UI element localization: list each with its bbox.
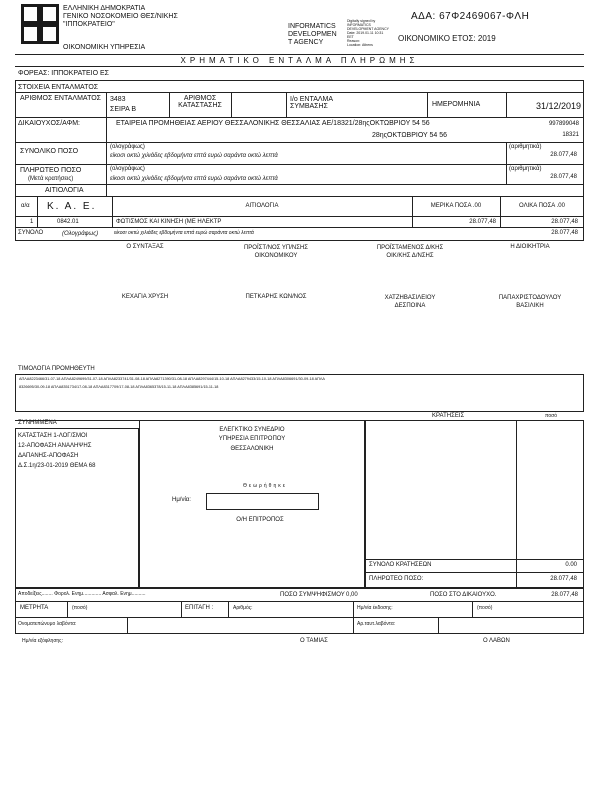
order-number-label: ΑΡΙΘΜΟΣ ΕΝΤΑΛΜΑΤΟΣ	[19, 95, 101, 102]
audit-city: ΘΕΣΣΑΛΟΝΙΚΗ	[230, 446, 274, 452]
signature-role-finance-head: ΠΡΟΪΣΤ/ΝΟΣ ΥΠ/ΝΣΗΣ ΟΙΚΟΝΟΜΙΚΟΥ	[243, 245, 309, 260]
row-reason: ΦΩΤΙΣΜΟΣ ΚΑΙ ΚΙΝΗΣΗ (ΜΕ ΗΛΕΚΤΡ	[116, 219, 222, 225]
row-kae: 0842.01	[57, 219, 79, 225]
payable-in-figures: 28.077,48	[550, 174, 577, 180]
total-amount-label: ΣΥΝΟΛΙΚΟ ΠΟΣΟ	[20, 148, 79, 155]
statement-number-label: ΑΡΙΘΜΟΣ ΚΑΤΑΣΤΑΣΗΣ	[178, 95, 222, 109]
attachment-line: 12-ΑΠΟΦΑΣΗ ΑΝΑΛΗΨΗΣ	[18, 443, 92, 449]
row-aa: 1	[30, 219, 34, 225]
fiscal-year: ΟΙΚΟΝΟΜΙΚΟ ΕΤΟΣ: 2019	[398, 34, 496, 43]
audit-court: ΕΛΕΓΚΤΙΚΟ ΣΥΝΕΔΡΙΟ	[219, 427, 285, 433]
total-in-words: είκοσι οκτώ χιλιάδες εβδομήντα επτά ευρώ σαράντα οκτώ λεπτά	[110, 153, 278, 159]
attachments-label: ΣΥΝΗΜΜΕΝΑ	[18, 420, 57, 426]
offset-amount-value: 0,00	[346, 592, 358, 598]
payable-in-words-label: (ολογράφως)	[110, 166, 145, 172]
beneficiary-value: ΕΤΑΙΡΕΙΑ ΠΡΟΜΗΘΕΙΑΣ ΑΕΡΙΟΥ ΘΕΣΣΑΛΟΝΙΚΗΣ ΘΕΣΣΑΛΙΑΣ ΑΕ/18321/28ηςΟΚΤΩΒΡΙΟΥ 54 56	[116, 120, 430, 127]
signature-line: Reason:	[347, 39, 361, 44]
signature-name-governor: ΠΑΠΑΧΡΙΣΤΟΔΟΥΛΟΥ ΒΑΣΙΛΙΚΗ	[498, 295, 562, 310]
attachments-box	[15, 428, 139, 588]
sum-words-label: (Ολογράφως)	[62, 231, 99, 237]
payable-amount-label: ΠΛΗΡΩΤΕΟ ΠΟΣΟ	[20, 167, 82, 174]
total-in-words-label: (ολογράφως)	[110, 144, 145, 150]
receiver-label: Ο ΛΑΒΩΝ	[483, 638, 510, 644]
digital-signer-line-3: T AGENCY	[288, 39, 324, 46]
cross-logo-icon	[21, 4, 59, 44]
date-value: 31/12/2019	[535, 101, 581, 111]
audit-date-field[interactable]	[206, 493, 319, 510]
deductions-total-label: ΣΥΝΟΛΟ ΚΡΑΤΗΣΕΩΝ	[369, 562, 432, 568]
order-section-label: ΣΤΟΙΧΕΙΑ ΕΝΤΑΛΜΑΤΟΣ	[18, 84, 99, 91]
signature-role-governor: Η ΔΙΟΙΚΗΤΡΙΑ	[510, 244, 550, 250]
cheque-amount-label: (ποσό)	[477, 605, 493, 611]
net-payable-label: ΠΛΗΡΩΤΕΟ ΠΟΣΟ:	[369, 576, 424, 582]
offset-amount-label: ΠΟΣΟ ΣΥΜΨΗΦΙΣΜΟΥ	[280, 592, 345, 598]
row-total: 28.077,48	[551, 219, 578, 225]
signature-name-finance-head: ΠΕΤΚΑΡΗΣ ΚΩΝ/ΝΟΣ	[245, 294, 307, 300]
deductions-total-value: 0.00	[565, 562, 577, 568]
col-header-reason: ΑΙΤΙΟΛΟΓΙΑ	[245, 203, 279, 209]
order-number-value: 3483	[110, 96, 126, 103]
invoices-label: ΤΙΜΟΛΟΓΙΑ ΠΡΟΜΗΘΕΥΤΗ	[18, 366, 95, 372]
deductions-amount-label: ποσό	[545, 413, 558, 419]
signature-line: Date: 2019.01.11 10:31	[347, 31, 384, 36]
audit-date-label: Ημ/νία:	[172, 497, 191, 503]
sum-in-words: είκοσι οκτώ χιλιάδες εβδομήντα επτά ευρώ σαράντα οκτώ λεπτά	[114, 230, 254, 236]
invoices-list-line-1: ΑΠΛΑ8223466/31-07-18 ΑΠΛΑ8249699/31-07-18 ΑΠΛΑ8233741/31-08-18 ΑΠΛΑ8271390/31-08-18 ΑΠΛΑ8297444/15-10-18 ΑΠΛΑ8279433/15-10-18 ΑΠΛΑ8306691/30-09-18 ΑΠΛΑ	[19, 377, 325, 381]
attachment-line: Δ.Σ.1η/23-01-2019 ΘΕΜΑ 68	[18, 463, 96, 469]
attachment-line: ΔΑΠΑΝΗΣ-ΑΠΟΦΑΣΗ	[18, 453, 79, 459]
beneficiary-label: ΔΙΚΑΙΟΥΧΟΣ/ΑΦΜ:	[18, 120, 81, 127]
deductions-label: ΚΡΑΤΗΣΕΙΣ	[432, 413, 465, 419]
org-service: ΟΙΚΟΝΟΜΙΚΗ ΥΠΗΡΕΣΙΑ	[63, 44, 146, 51]
net-payable-value: 28.077,48	[550, 576, 577, 582]
signature-role-drafter: Ο ΣΥΝΤΑΞΑΣ	[126, 244, 164, 250]
order-series-value: ΣΕΙΡΑ Β	[110, 106, 136, 113]
audit-approved: Θεωρήθηκε	[243, 483, 287, 489]
issue-date-label: Ημ/νία έκδοσης:	[357, 605, 393, 611]
cheque-number-label: Αριθμός:	[233, 605, 253, 611]
digital-signer-line-2: DEVELOPMEN	[288, 31, 337, 38]
cash-amount-label: (ποσό)	[72, 605, 88, 611]
beneficiary-amount-value: 28.077,48	[551, 592, 578, 598]
signature-name-financial-director: ΧΑΤΖΗΒΑΣΙΛΕΙΟΥ ΔΕΣΠΟΙΝΑ	[384, 295, 436, 310]
digital-signer-line-1: INFORMATICS	[288, 23, 336, 30]
signature-line: EET	[347, 35, 354, 40]
signature-line: DEVELOPMENT AGENCY	[347, 27, 389, 32]
signature-name-drafter: ΚΕΧΑΓΙΑ ΧΡΥΣΗ	[121, 294, 169, 300]
receiver-name-label: Ονοματεπώνυμο λαβόντα:	[18, 621, 77, 627]
org-line-1: ΕΛΛΗΝΙΚΗ ΔΗΜΟΚΡΑΤΙΑ	[63, 5, 146, 12]
document-title: ΧΡΗΜΑΤΙΚΟ ΕΝΤΑΛΜΑ ΠΛΗΡΩΜΗΣ	[180, 56, 419, 65]
org-line-2: ΓΕΝΙΚΟ ΝΟΣΟΚΟΜΕΙΟ ΘΕΣ/ΝΙΚΗΣ	[63, 13, 178, 20]
payable-in-figures-label: (αριθμητικά)	[509, 166, 542, 172]
col-header-total: ΟΛΙΚΑ ΠΟΣΑ .00	[519, 203, 565, 209]
beneficiary-afm: 997899048	[548, 121, 579, 127]
reason-label: ΑΙΤΙΟΛΟΓΙΑ	[45, 187, 84, 194]
row-partial: 28.077,48	[469, 219, 496, 225]
cheque-label: ΕΠΙΤΑΓΗ :	[185, 605, 214, 611]
signature-role-financial-director: ΠΡΟΪΣΤΑΜΕΝΟΣ Δ/ΚΗΣ ΟΙΚ/ΚΗΣ Δ/ΝΣΗΣ	[376, 245, 444, 260]
sum-in-figures: 28.077,48	[551, 230, 578, 236]
agency: ΦΟΡΕΑΣ: ΙΠΠΟΚΡΑΤΕΙΟ ΕΣ	[18, 70, 109, 77]
beneficiary-address: 28ηςΟΚΤΩΒΡΙΟΥ 54 56	[372, 132, 448, 139]
signature-line: Location: Athens	[347, 43, 373, 48]
payment-date-label: Ημ/νία εξόφλησης:	[22, 638, 63, 644]
contract-order-label: Ι/ο ΕΝΤΑΛΜΑ ΣΥΜΒΑΣΗΣ	[290, 96, 333, 110]
payable-after-deductions-label: (Μετά κρατήσεις)	[28, 176, 74, 182]
beneficiary-amount-label: ΠΟΣΟ ΣΤΟ ΔΙΚΑΙΟΥΧΟ.	[430, 592, 497, 598]
cash-label: ΜΕΤΡΗΤΑ	[20, 605, 49, 611]
cashier-label: Ο ΤΑΜΙΑΣ	[300, 638, 328, 644]
receiver-id-label: Αρ.ταυτ.λαβόντα:	[357, 621, 396, 627]
receipts-checklist: Αποδείξεις........ Φορολ. Ενημ............. Ασφαλ. Ενημ..........	[18, 591, 146, 597]
org-line-3: "ΙΠΠΟΚΡΑΤΕΙΟ"	[63, 21, 115, 28]
total-in-figures-label: (αριθμητικά)	[509, 144, 542, 150]
col-header-partial: ΜΕΡΙΚΑ ΠΟΣΑ .00	[430, 203, 482, 209]
audit-service: ΥΠΗΡΕΣΙΑ ΕΠΙΤΡΟΠΟΥ	[218, 436, 286, 442]
ada-number: ΑΔΑ: 67Φ2469067-ΦΛΗ	[411, 11, 530, 22]
beneficiary-postal-code: 18321	[562, 132, 579, 138]
invoices-list-line-2: 8326695/30-09-18 ΑΠΛΑ8351734/17-08-18 ΑΠΛΑ8317709/17-08-18 ΑΠΛΑ8365378/15-11-18 ΑΠΛΑ8385691/15-11-18	[19, 385, 219, 389]
signature-line: INFORMATICS	[347, 23, 371, 28]
col-header-aa: α/α	[21, 203, 30, 209]
sum-label: ΣΥΝΟΛΟ	[18, 230, 44, 236]
audit-commissioner: Ο/Η ΕΠΙΤΡΟΠΟΣ	[236, 517, 284, 523]
signature-line: Digitally signed by	[347, 19, 376, 23]
date-label: ΗΜΕΡΟΜΗΝΙΑ	[432, 101, 481, 108]
payable-in-words: είκοσι οκτώ χιλιάδες εβδομήντα επτά ευρώ σαράντα οκτώ λεπτά	[110, 176, 278, 182]
digital-signature-stamp	[347, 19, 389, 47]
col-header-kae: Κ. Α. Ε.	[47, 201, 97, 212]
total-in-figures: 28.077,48	[550, 152, 577, 158]
hospital-logo	[21, 4, 59, 44]
attachment-line: ΚΑΤΑΣΤΑΣΗ 1-ΛΟΓ/ΣΜΟΙ	[18, 433, 88, 439]
